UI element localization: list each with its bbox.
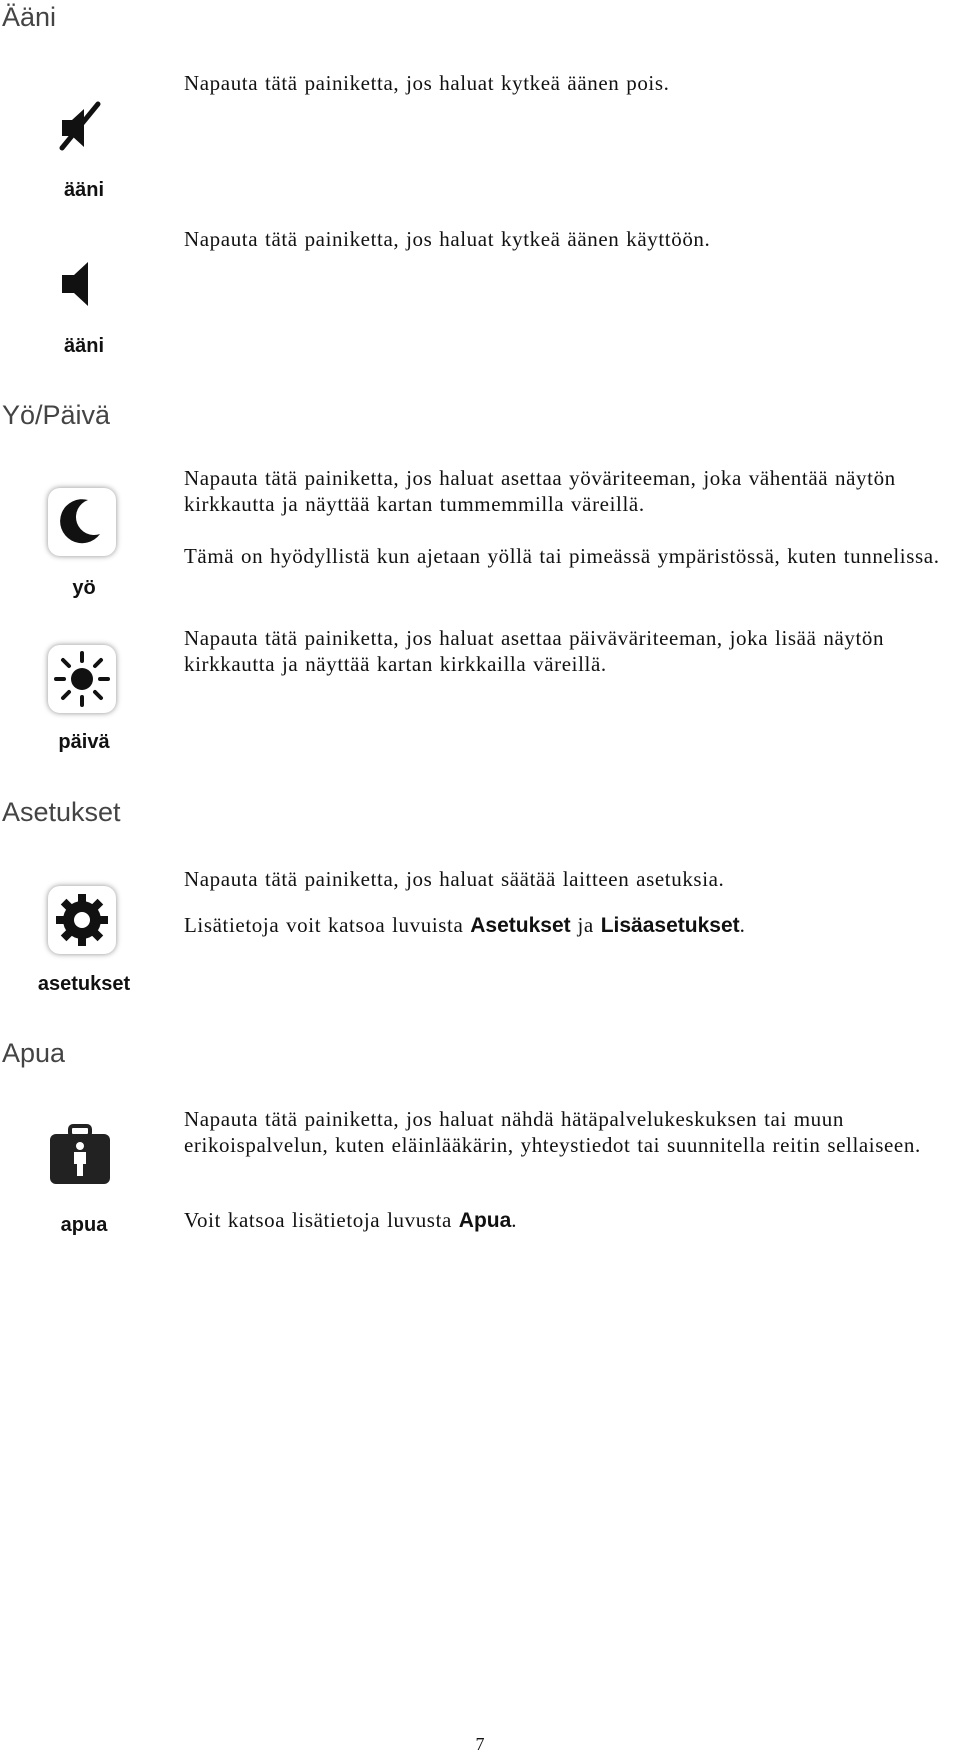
page-number: 7 bbox=[475, 1734, 485, 1754]
help-chapter-link: Apua bbox=[458, 1209, 512, 1232]
first-aid-case-icon bbox=[46, 1120, 114, 1188]
help-more-suffix: . bbox=[511, 1208, 518, 1232]
help-label: apua bbox=[60, 1214, 108, 1236]
settings-more-prefix: Lisätietoja voit katsoa luvuista bbox=[184, 913, 471, 937]
sun-icon bbox=[48, 645, 116, 713]
speaker-muted-icon bbox=[48, 94, 116, 162]
section-title-night-day: Yö/Päivä bbox=[2, 400, 111, 430]
night-button[interactable] bbox=[48, 488, 116, 556]
settings-description: Napauta tätä painiketta, jos haluat säätää laitteen asetuksia. bbox=[184, 867, 725, 891]
settings-chapter-link: Asetukset bbox=[470, 914, 571, 937]
night-description: Napauta tätä painiketta, jos haluat asettaa yöväriteeman, joka vähentää näytön kirkkautta ja näyttää kartan tummemmilla väreillä. bbox=[184, 466, 896, 516]
help-more-info bbox=[184, 1207, 954, 1234]
help-more-prefix: Voit katsoa lisätietoja luvusta bbox=[184, 1208, 459, 1232]
sound-on-label: ääni bbox=[63, 335, 105, 357]
settings-more-mid: ja bbox=[570, 913, 601, 937]
day-label: päivä bbox=[58, 731, 110, 753]
settings-more-suffix: . bbox=[739, 913, 746, 937]
day-description: Napauta tätä painiketta, jos haluat asettaa päiväväriteeman, joka lisää näytön kirkkautta ja näyttää kartan kirkkailla väreillä. bbox=[184, 626, 885, 676]
night-description-extra: Tämä on hyödyllistä kun ajetaan yöllä tai pimeässä ympäristössä, kuten tunnelissa. bbox=[184, 544, 940, 568]
help-button[interactable] bbox=[46, 1120, 114, 1188]
sound-off-label: ääni bbox=[63, 179, 105, 201]
section-title-sound: Ääni bbox=[2, 2, 57, 32]
day-button[interactable] bbox=[48, 645, 116, 713]
help-description: Napauta tätä painiketta, jos haluat nähdä hätäpalvelukeskuksen tai muun erikoispalvelun, kuten eläinlääkärin, yhteystiedot tai suunnitella reitin sellaiseen. bbox=[184, 1107, 921, 1157]
speaker-icon bbox=[48, 250, 116, 318]
gear-icon bbox=[48, 886, 116, 954]
night-label: yö bbox=[72, 577, 96, 599]
section-title-help: Apua bbox=[2, 1038, 66, 1068]
settings-label: asetukset bbox=[37, 973, 131, 995]
sound-on-button[interactable] bbox=[48, 250, 116, 318]
settings-button[interactable] bbox=[48, 886, 116, 954]
advanced-settings-chapter-link: Lisäasetukset bbox=[600, 914, 740, 937]
sound-off-button[interactable] bbox=[48, 94, 116, 162]
sound-on-description: Napauta tätä painiketta, jos haluat kytkeä äänen käyttöön. bbox=[184, 227, 711, 251]
moon-icon bbox=[48, 488, 116, 556]
sound-off-description: Napauta tätä painiketta, jos haluat kytkeä äänen pois. bbox=[184, 71, 670, 95]
settings-more-info bbox=[184, 912, 954, 939]
section-title-settings: Asetukset bbox=[2, 797, 121, 827]
